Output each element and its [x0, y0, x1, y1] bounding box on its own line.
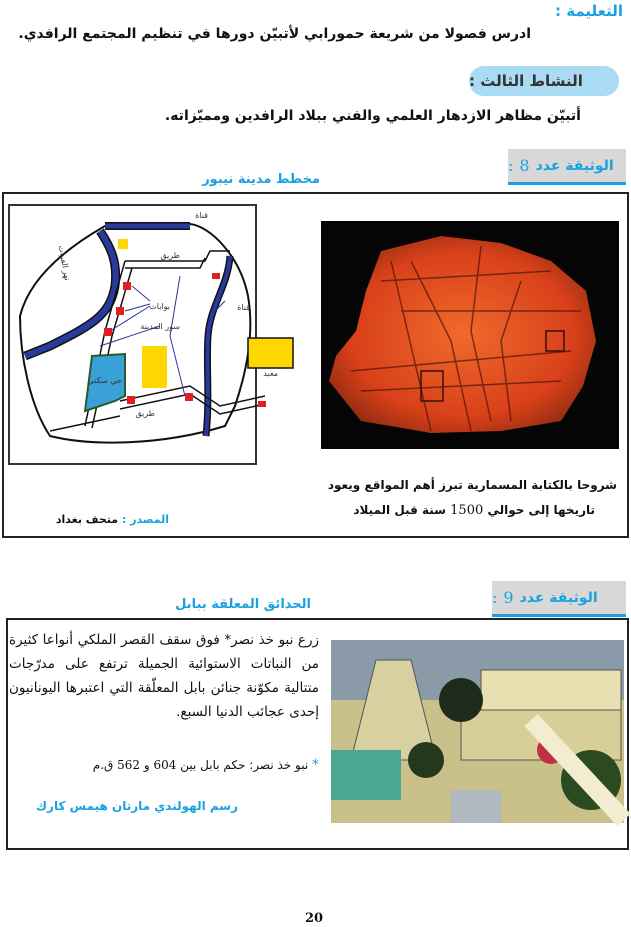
caption-line2-pre: تاريخها إلى حوالي [487, 503, 595, 517]
map-label-temple: معبد [263, 369, 278, 378]
document-9-title: الحدائق المعلقة ببابل [175, 597, 311, 612]
nippur-clay-tablet-photo [321, 221, 619, 449]
caption-line2-post: سنة قبل الميلاد [353, 503, 446, 517]
document-8-caption-line2 [353, 503, 595, 518]
source-value: متحف بغداد [55, 513, 119, 526]
footnote-year-2: 562 [117, 758, 141, 772]
instruction-text: ادرس فصولا من شريعة حمورابي لأتبيّن دورها في تنظيم المجتمع الرافدي. [18, 26, 531, 42]
document-8-label: الوثيقة عدد [535, 157, 614, 174]
footnote-and: و [143, 758, 150, 772]
hanging-gardens-painting [331, 640, 624, 823]
footnote-text: نبو خذ نصر: حكم بابل بين [180, 758, 309, 772]
document-8-number: 8 [519, 156, 530, 175]
document-8-caption-line1: شروحا بالكتابة المسمارية تبرز أهم المواقع ويعود [327, 478, 617, 492]
activity-heading-pill [469, 66, 619, 96]
footnote-suffix: ق.م [92, 758, 114, 772]
map-label-gates: بوابات [149, 302, 170, 311]
city-plan-drawing [10, 206, 278, 463]
map-label-road-bottom: طريق [135, 409, 155, 418]
document-8-colon: : [508, 156, 514, 175]
document-9-tab [492, 581, 626, 617]
map-label-canal-right: قناة [237, 303, 250, 312]
map-label-canal-top: قناة [195, 211, 208, 220]
document-9-colon: : [492, 588, 498, 607]
clay-tablet-image [321, 221, 619, 449]
map-label-river: نهر الفرات [56, 244, 72, 282]
footnote-year-1: 604 [153, 758, 177, 772]
map-label-city-wall: سور المدينة [140, 322, 180, 331]
document-9-label: الوثيقة عدد [519, 589, 598, 606]
page-number: 20 [305, 911, 324, 926]
caption-year: 1500 [450, 503, 484, 518]
footnote-asterisk: * [312, 757, 319, 773]
document-9-body: زرع نبو خذ نصر* فوق سقف القصر الملكي أنواعا كثيرة من النباتات الاستوائية الجميلة ترتفع على مدرّجات متتالية مكوّنة جنائن بابل المعلّقة التي اعتبرها اليونانيون إحدى عجائب الدنيا السبع. [9, 632, 319, 720]
map-label-road-top: طريق [160, 251, 180, 260]
document-8-source [56, 513, 169, 526]
map-label-residential: حي سكني [87, 376, 122, 385]
document-9-footnote [93, 757, 319, 773]
hanging-gardens-image [331, 640, 624, 823]
activity-text: أتبيّن مظاهر الازدهار العلمي والفني ببلاد الرافدين ومميّزاته. [164, 108, 581, 124]
document-8-title: مخطط مدينة نيبور [202, 172, 320, 187]
activity-label: النشاط الثالث : [469, 72, 583, 90]
nippur-city-plan-map [8, 204, 278, 465]
document-9-number: 9 [503, 588, 514, 607]
document-9-credit: رسم الهولندي مارتان هيمس كارك [36, 799, 238, 813]
document-8-tab [508, 149, 626, 185]
instruction-title: التعليمة : [555, 2, 623, 20]
source-key: المصدر : [121, 513, 169, 526]
